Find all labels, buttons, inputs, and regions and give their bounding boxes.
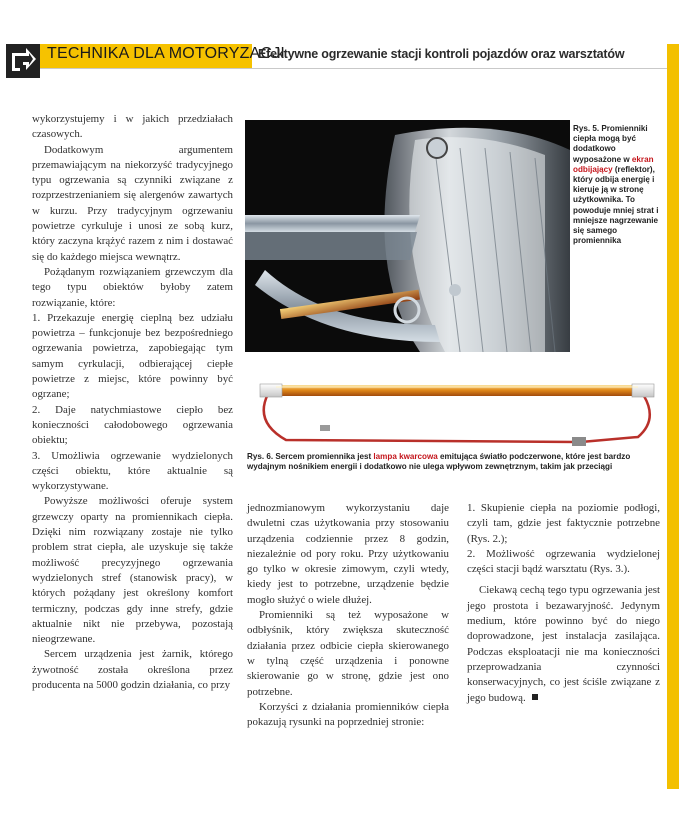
caption-text: emitująca światło podczerwone, które jest bardzo wydajnym nośnikiem energii i dodatkowo nie ulega wpływom zewnętrznym, takim jak przeciągi xyxy=(247,452,631,472)
list-item: 3. Umożliwia ogrzewanie wydzielonych części obiektu, które aktualnie są wykorzystywane. xyxy=(32,449,233,493)
caption-text: Rys. 5. Promienniki ciepła mogą być dodatkowo wyposażone w xyxy=(573,124,648,164)
caption-text: Rys. 6. Sercem promiennika jest xyxy=(247,452,374,461)
figure-5-caption xyxy=(573,124,665,246)
list-item: 2. Możliwość ogrzewania wydzielonej części stacji bądź warsztatu (Rys. 3.). xyxy=(467,547,660,576)
paragraph: jednozmianowym wykorzystaniu daje dwuletni czas użytkowania przy stosowaniu urządzenia codziennie przez 8 godzin, niezależnie od pory roku. Przy użytkowaniu go tylko w okresie zimowym, czyli wtedy, kiedy jest to potrzebne, urządzenie będzie mogło służyć o wiele dłużej. xyxy=(247,502,449,606)
text-column-3 xyxy=(467,501,660,706)
figure-5-reflector-photo xyxy=(245,120,570,352)
closing-text: Ciekawą cechą tego typu ogrzewania jest jego prostota i bezawaryjność. Jedynym medium, które powinno być do niego doprowadzone, jest instalacja zasilająca. Podczas eksploatacji nie ma konieczności przeprowadzania czynności konserwacyjnych, co jest ściśle związane z jego budową. xyxy=(467,584,660,704)
figure-6-quartz-lamp xyxy=(246,382,668,452)
paragraph: Powyższe możliwości oferuje system grzewczy oparty na promiennikach ciepła. Dzięki nim rozwiązany zostaje nie tylko problem strat ciepła, ale uzyskuje się także możliwość precyzyjnego ogrzewania wydzielonych stref (stanowisk pracy), w których pożądany jest określony komfort termiczny, podczas gdy inne strefy, gdzie aktualnie nikt nie przebywa, pozostają nieogrzewane. xyxy=(32,495,233,646)
end-square-icon xyxy=(532,694,538,700)
list-item: 1. Skupienie ciepła na poziomie podłogi, czyli tam, gdzie jest faktycznie potrzebne (Rys. 2.); xyxy=(467,502,660,545)
list-item: 2. Daje natychmiastowe ciepło bez konieczności całodobowego ogrzewania obiektu; xyxy=(32,403,233,447)
paragraph: wykorzystujemy i w jakich przedziałach czasowych. xyxy=(32,113,233,141)
figure-6-caption xyxy=(247,452,667,472)
paragraph: Promienniki są też wyposażone w odbłyśnik, który zwiększa skuteczność działania przez odbicie ciepła skierowanego w tylną część urządzenia i ponowne skierowanie go w stronę, gdzie jest ono potrzebne. xyxy=(247,609,449,698)
caption-highlight: ekran odbijający xyxy=(573,154,654,174)
caption-text: (reflektor), który odbija energię i kieruje ją w stronę użytkownika. To powoduje mniej strat i mniejsze nagrzewanie się samego promiennika xyxy=(573,164,659,246)
paragraph: Sercem urządzenia jest żarnik, którego żywotność została określona przez producenta na 5000 godzin działania, co przy xyxy=(32,648,233,691)
caption-highlight: lampa kwarcowa xyxy=(373,452,438,461)
text-column-1 xyxy=(32,112,233,693)
edge-color-strip xyxy=(667,44,679,789)
header-divider xyxy=(40,68,668,69)
paragraph xyxy=(467,583,660,705)
list-item: 1. Przekazuje energię cieplną bez udziału powietrza – funkcjonuje bez bezpośredniego ogrzewania powietrza, zapobiegając tym samym cyrkulacji, odbierającej ciepłe powietrze z miejsc, które powinny być ogrzane; xyxy=(32,311,233,401)
paragraph: Korzyści z działania promienników ciepła pokazują rysunki na poprzedniej stronie: xyxy=(247,700,449,729)
text-column-2 xyxy=(247,501,449,730)
arrow-logo-icon xyxy=(6,44,40,78)
section-label: TECHNIKA DLA MOTORYZACJI xyxy=(47,45,286,62)
paragraph: Pożądanym rozwiązaniem grzewczym dla tego typu obiektów byłoby zatem rozwiązanie, które: xyxy=(32,265,233,309)
paragraph: Dodatkowym argumentem przemawiającym na niekorzyść tradycyjnego typu ogrzewania są czynniki związane z rozprzestrzenianiem się alergenów zawartych w kurzu. Przy tradycyjnym ogrzewaniu powietrze cyrkuluje i unosi ze sobą kurz, który zaczyna krążyć razem z nim i dostawać się do każdego miejsca wewnątrz. xyxy=(32,143,233,263)
article-title: Efektywne ogrzewanie stacji kontroli pojazdów oraz warsztatów xyxy=(258,47,625,61)
